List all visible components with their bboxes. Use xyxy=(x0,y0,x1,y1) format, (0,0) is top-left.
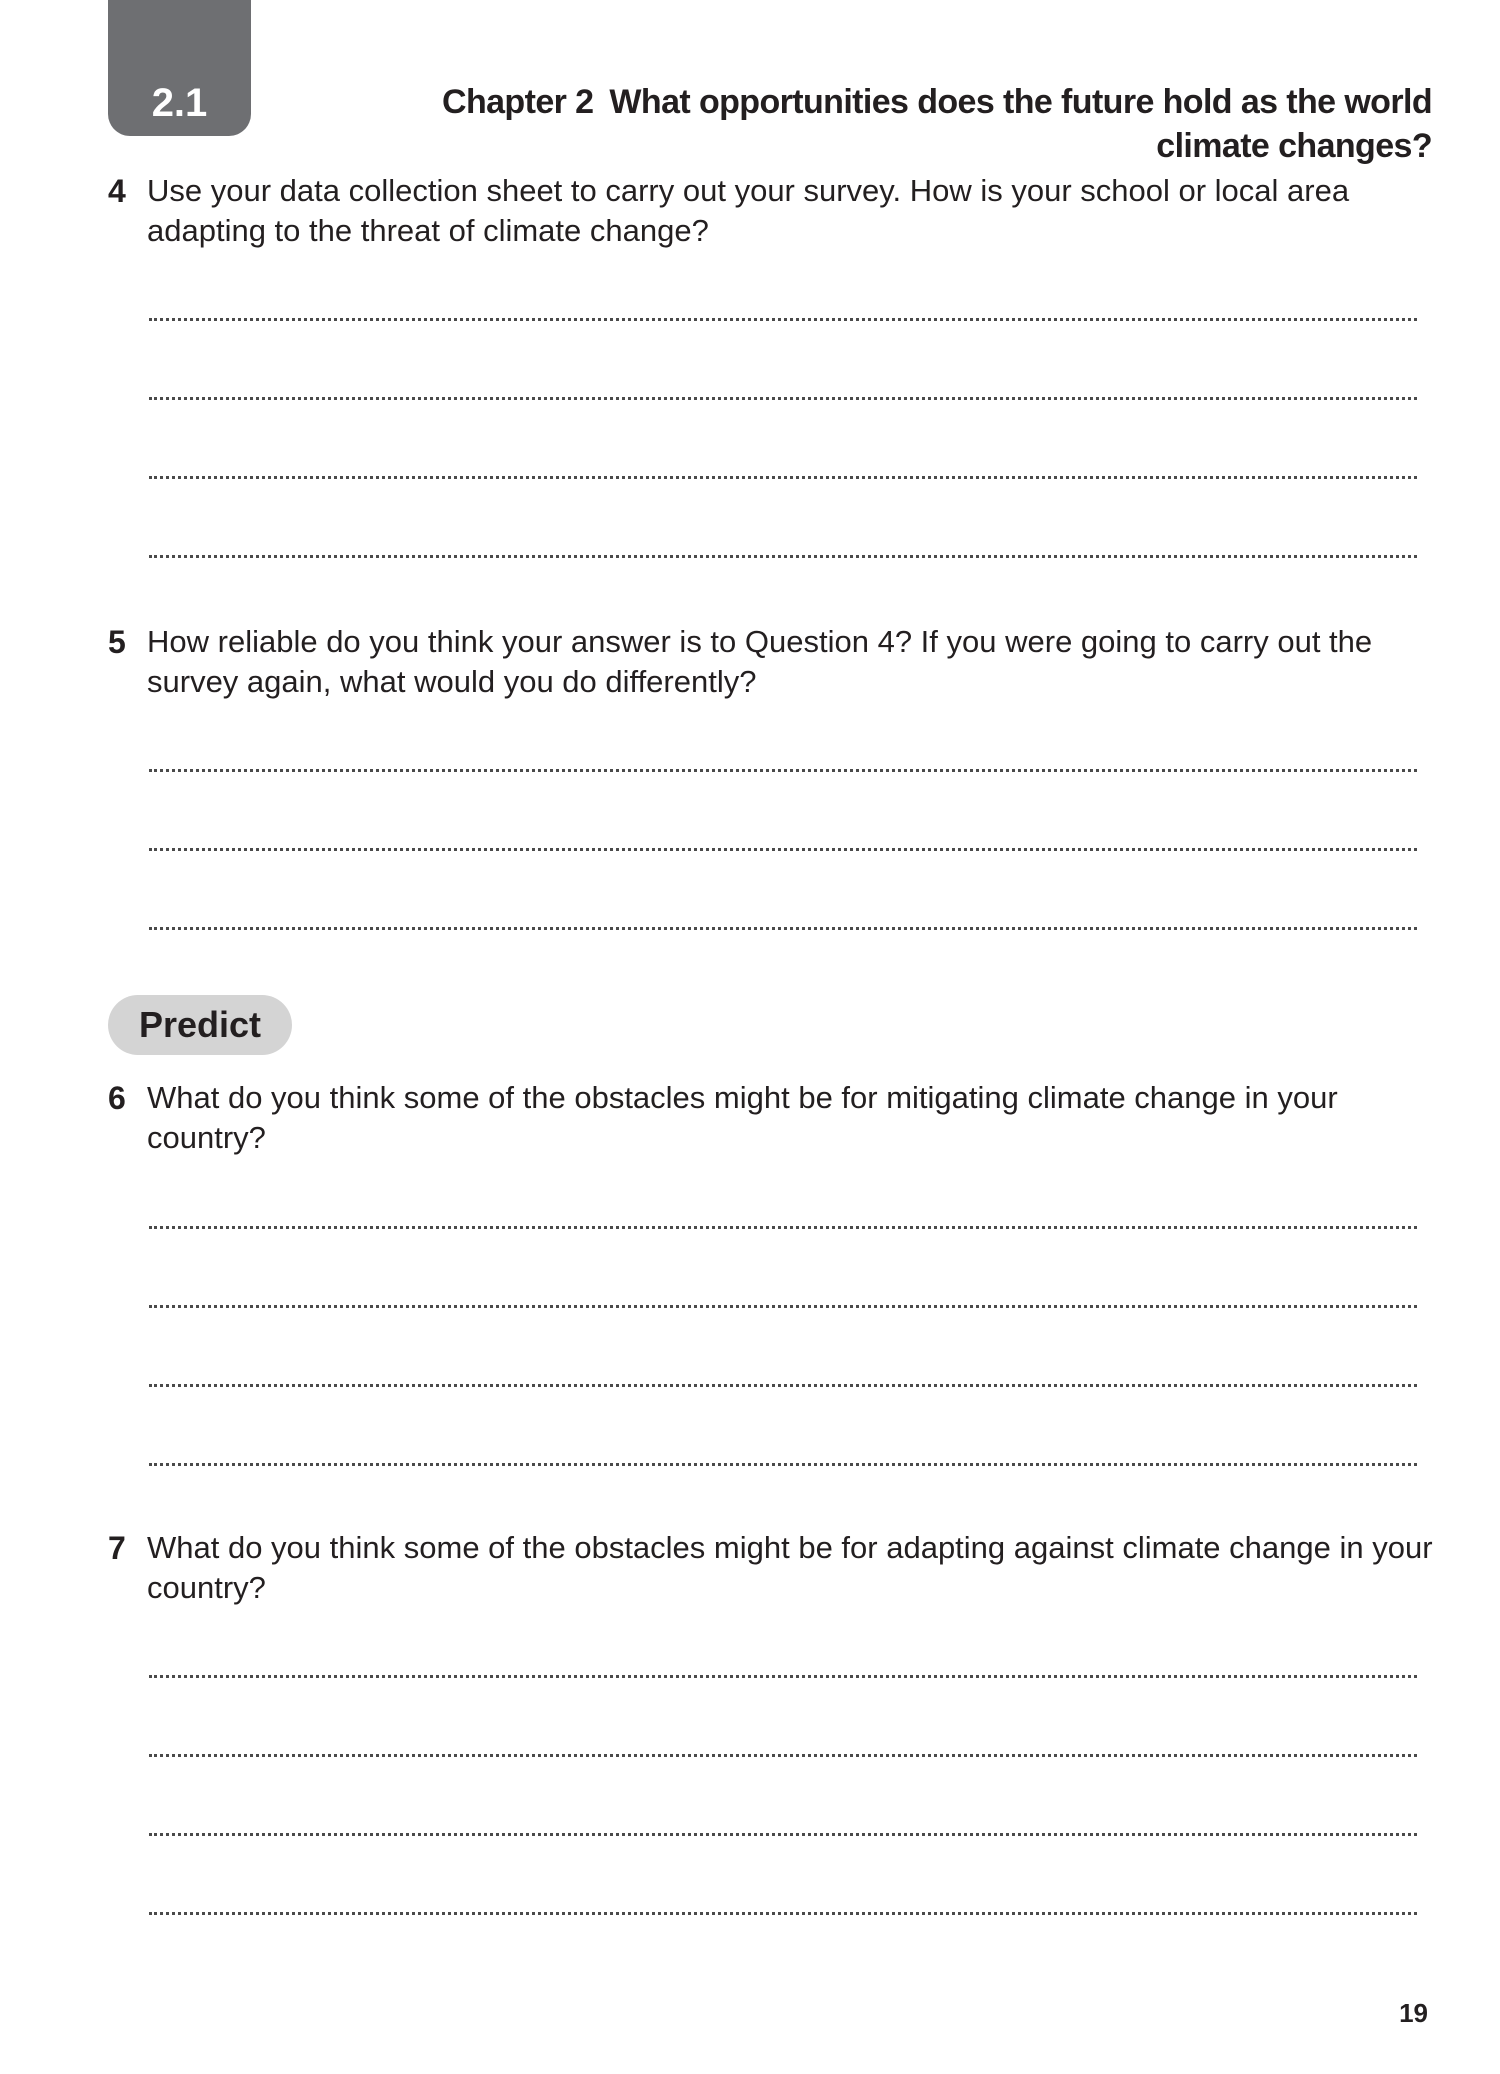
chapter-title-line-1 xyxy=(420,80,1432,124)
answer-line[interactable] xyxy=(149,1463,1417,1466)
answer-line[interactable] xyxy=(149,555,1417,558)
section-number-tab xyxy=(108,0,251,136)
question-text: How reliable do you think your answer is to Question 4? If you were going to carry out the survey again, what would you do differently? xyxy=(147,624,1373,699)
question-4 xyxy=(108,171,1438,251)
answer-line[interactable] xyxy=(149,927,1417,930)
answer-line[interactable] xyxy=(149,1226,1417,1229)
answer-line[interactable] xyxy=(149,1754,1417,1757)
answer-line[interactable] xyxy=(149,1833,1417,1836)
answer-line[interactable] xyxy=(149,397,1417,400)
question-5 xyxy=(108,622,1438,702)
answer-line[interactable] xyxy=(149,769,1417,772)
page-number: 19 xyxy=(1399,1998,1428,2028)
answer-line[interactable] xyxy=(149,476,1417,479)
answer-line[interactable] xyxy=(149,1384,1417,1387)
question-text: What do you think some of the obstacles might be for adapting against climate change in your country? xyxy=(147,1530,1433,1605)
answer-line[interactable] xyxy=(149,1305,1417,1308)
question-text: Use your data collection sheet to carry out your survey. How is your school or local area adapting to the threat of climate change? xyxy=(147,173,1350,248)
question-number: 4 xyxy=(108,173,126,209)
question-number: 7 xyxy=(108,1530,126,1566)
chapter-label: Chapter 2 xyxy=(442,83,594,121)
chapter-title-text-2: climate changes? xyxy=(1156,127,1432,165)
question-number: 5 xyxy=(108,624,126,660)
section-number: 2.1 xyxy=(151,81,208,125)
predict-section-label xyxy=(108,995,292,1055)
chapter-title-text-1: What opportunities does the future hold as the world xyxy=(609,83,1432,121)
question-text: What do you think some of the obstacles might be for mitigating climate change in your country? xyxy=(147,1080,1338,1155)
question-number: 6 xyxy=(108,1080,126,1116)
answer-line[interactable] xyxy=(149,1675,1417,1678)
predict-label-text: Predict xyxy=(138,1004,262,1045)
answer-line[interactable] xyxy=(149,318,1417,321)
question-6 xyxy=(108,1078,1438,1158)
chapter-title xyxy=(420,80,1432,168)
answer-line[interactable] xyxy=(149,1912,1417,1915)
question-7 xyxy=(108,1528,1438,1608)
answer-line[interactable] xyxy=(149,848,1417,851)
